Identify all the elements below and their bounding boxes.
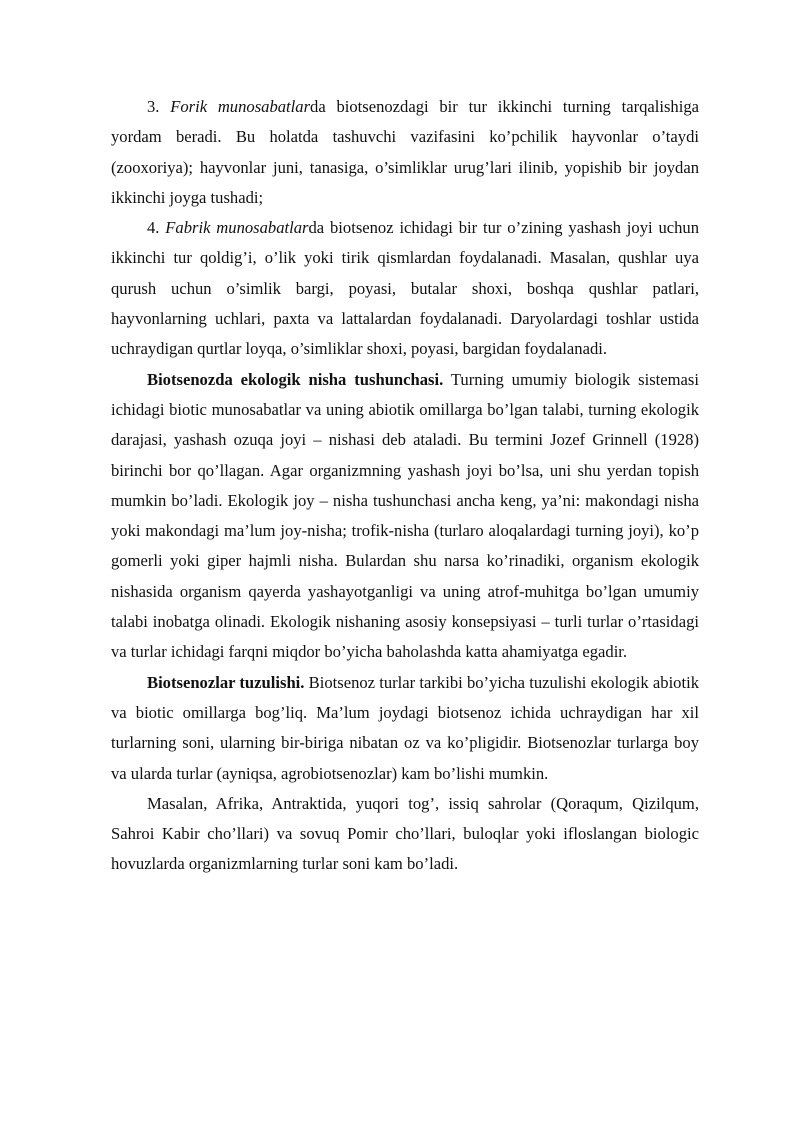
- paragraph-text: Biotsenoz turlar tarkibi bo’yicha tuzulishi ekologik abiotik va biotic omillarga bog’liq. Ma’lum joydagi biotsenoz ichida uchraydigan har xil turlarning soni, ularning bir-biriga nibatan oz va ko’pligidir. Biotsenozlar turlarga boy va ularda turlar (ayniqsa, agrobiotsenozlar) kam bo’lishi mumkin.: [111, 672, 699, 783]
- paragraph-examples: [111, 789, 699, 880]
- list-number: 3.: [147, 97, 171, 116]
- paragraph-text: Turning umumiy biologik sistemasi ichidagi biotic munosabatlar va uning abiotik omillarga bo’lgan talabi, turning ekologik darajasi, yashash ozuqa joyi – nishasi deb ataladi. Bu termini Jozef Grinnell (1928) birinchi bor qo’llagan. Agar organizmning yashash joyi bo’lsa, uni shu yerdan topish mumkin bo’ladi. Ekologik joy – nisha tushunchasi ancha keng, ya’ni: makondagi nisha yoki makondagi ma’lum joy-nisha; trofik-nisha (turlaro aloqalardagi turning joyi), ko’p gomerli yoki giper hajmli nisha. Bulardan shu narsa ko’rinadiki, organism ekologik nishasida organism qayerda yashayotganligi va uning atrof-muhitga bo’lgan umumiy talabi inobatga olinadi. Ekologik nishaning asosiy konsepsiyasi – turli turlar o’rtasidagi va turlar ichidagi farqni miqdor bo’yicha baholashda katta ahamiyatga egadir.: [111, 369, 699, 662]
- list-number: 4.: [147, 218, 166, 238]
- paragraph-forik: [111, 92, 699, 213]
- document-page: [111, 92, 699, 880]
- paragraph-text: da biotsenoz ichidagi bir tur o’zining yashash joyi uchun ikkinchi tur qoldig’i, o’lik yoki tirik qismlardan foydalanadi. Masalan, qushlar uya qurush uchun o’simlik bargi, poyasi, butalar shoxi, boshqa qushlar patlari, hayvonlarning uchlari, paxta va lattalardan foydalanadi. Daryolardagi toshlar ustida uchraydigan qurtlar loyqa, o’simliklar shoxi, poyasi, bargidan foydalanadi.: [111, 218, 700, 359]
- paragraph-text: Masalan, Afrika, Antraktida, yuqori tog’, issiq sahrolar (Qoraqum, Qizilqum, Sahroi Kabir cho’llari) va sovuq Pomir cho’llari, buloqlar yoki ifloslangan biologic hovuzlarda organizmlarning turlar soni kam bo’ladi.: [111, 793, 699, 874]
- paragraph-text: da biotsenozdagi bir tur ikkinchi turning tarqalishiga yordam beradi. Bu holatda tashuvchi vazifasini ko’pchilik hayvonlar o’taydi (zooxoriya); hayvonlar juni, tanasiga, o’simliklar urug’lari ilinib, yopishib bir joydan ikkinchi joyga tushadi;: [111, 97, 699, 207]
- section-heading: Biotsenozlar tuzulishi.: [147, 672, 305, 692]
- term-italic: Fabrik munosabatlar: [165, 218, 309, 238]
- paragraph-fabrik: [111, 213, 699, 364]
- term-italic: Forik munosabatlar: [170, 97, 311, 116]
- paragraph-ecological-niche: [111, 365, 699, 668]
- paragraph-biocenosis-structure: [111, 668, 699, 789]
- section-heading: Biotsenozda ekologik nisha tushunchasi.: [147, 369, 444, 389]
